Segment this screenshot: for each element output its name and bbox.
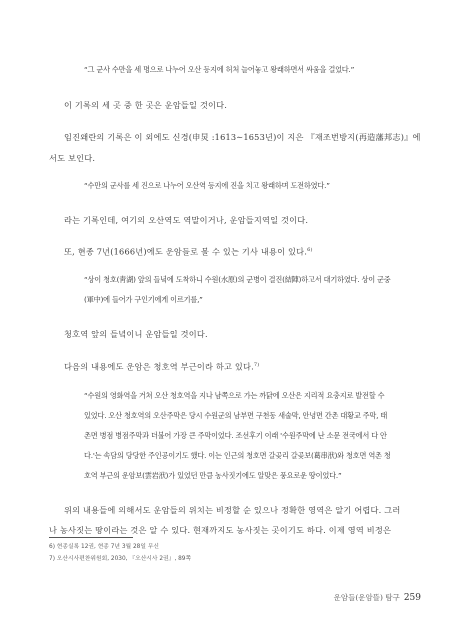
quote-osan-line-3: 촌면 병점 병점주막과 더불어 가장 큰 주막이었다. 조선후기 이래 '수원주막에 난 소문 전국에서 다 안 — [84, 431, 387, 440]
paragraph-4-text: 또, 현종 7년(1666년)에도 운암들로 볼 수 있는 기사 내용이 있다. — [64, 246, 308, 257]
paragraph-3: 라는 기록인데, 여기의 오산역도 역말이거나, 운암들지역일 것이다. — [64, 215, 309, 225]
quote-osan-line-4: 다.'는 속담의 당당한 주인공이기도 했다. 이는 인근의 청호면 갈곶리 갈곶보(葛串洑)와 청호면 역촌 청 — [84, 451, 391, 460]
quote-jaejo-bunbangji: “수만의 군사를 세 진으로 나누어 오산역 등지에 진을 치고 왕래하며 도전하였다.” — [84, 181, 330, 190]
footnote-ref-6: 6) — [307, 247, 313, 253]
running-title: 운암들(운암뜰) 탐구 — [333, 593, 400, 602]
paragraph-2-line-2: 서도 보인다. — [49, 153, 96, 163]
paragraph-1: 이 기록의 세 곳 중 한 곳은 운암들일 것이다. — [64, 100, 228, 110]
footnote-7: 7) 오산시사편찬위원회, 2030, 『오산시사 2권』, 89쪽 — [49, 556, 192, 562]
footnote-6: 6) 현종실록 12권, 현종 7년 3월 28일 무신 — [49, 544, 160, 550]
quote-osan-line-1: “수원의 영화역을 거쳐 오산 청호역을 지나 남쪽으로 가는 까닭에 오산은 지리적 요충지로 발전할 수 — [84, 391, 385, 400]
paragraph-6 — [64, 355, 424, 377]
quote-osan-line-2: 있었다. 오산 청호역의 오산주막은 당시 수원군의 남부면 구천동 새술막, 안녕면 간촌 대황교 주막, 태 — [84, 411, 388, 420]
quote-hyeonjong-line-1: “상이 청호(靑湖) 앞의 들녘에 도착하니 수원(水原)의 군병이 결진(結陣)하고서 대기하였다. 상이 군중 — [84, 275, 391, 284]
paragraph-7-line-1: 위의 내용들에 의해서도 운암들의 위치는 비정할 순 있으나 정확한 영역은 알기 어렵다. 그러 — [64, 505, 401, 515]
paragraph-6-text: 다음의 내용에도 운암은 청호역 부근이라 하고 있다. — [64, 361, 254, 372]
quote-hyeonjong-line-2: (軍中)에 들어가 구인기에게 이르기를,” — [84, 295, 203, 304]
footnote-ref-7: 7) — [253, 362, 260, 368]
page-footer — [334, 592, 421, 603]
quote-osan-line-5: 호역 부근의 운암보(雲岩洑)가 있었던 만큼 농사짓기에도 알맞은 풍요로운 땅이었다.” — [84, 471, 342, 480]
paragraph-4 — [64, 240, 424, 262]
paragraph-7-line-2: 나 농사짓는 땅이라는 것은 알 수 있다. 현재까지도 농사짓는 곳이기도 하다. 이제 영역 비정은 — [49, 525, 392, 535]
paragraph-5: 청호역 앞의 들녘이니 운암들일 것이다. — [64, 329, 208, 339]
paragraph-2-line-1: 임진왜란의 기록은 이 외에도 신경(申炅 :1613∼1653년)이 지은 『재조번방지(再造藩邦志)』에 — [64, 132, 421, 142]
quote-imjin-1: “그 군사 수만을 세 명으로 나누어 오산 등지에 허처 늘어놓고 왕래하면서 싸움을 걸었다.” — [84, 65, 355, 74]
page-number: 259 — [403, 593, 421, 603]
footnote-divider — [49, 537, 133, 538]
